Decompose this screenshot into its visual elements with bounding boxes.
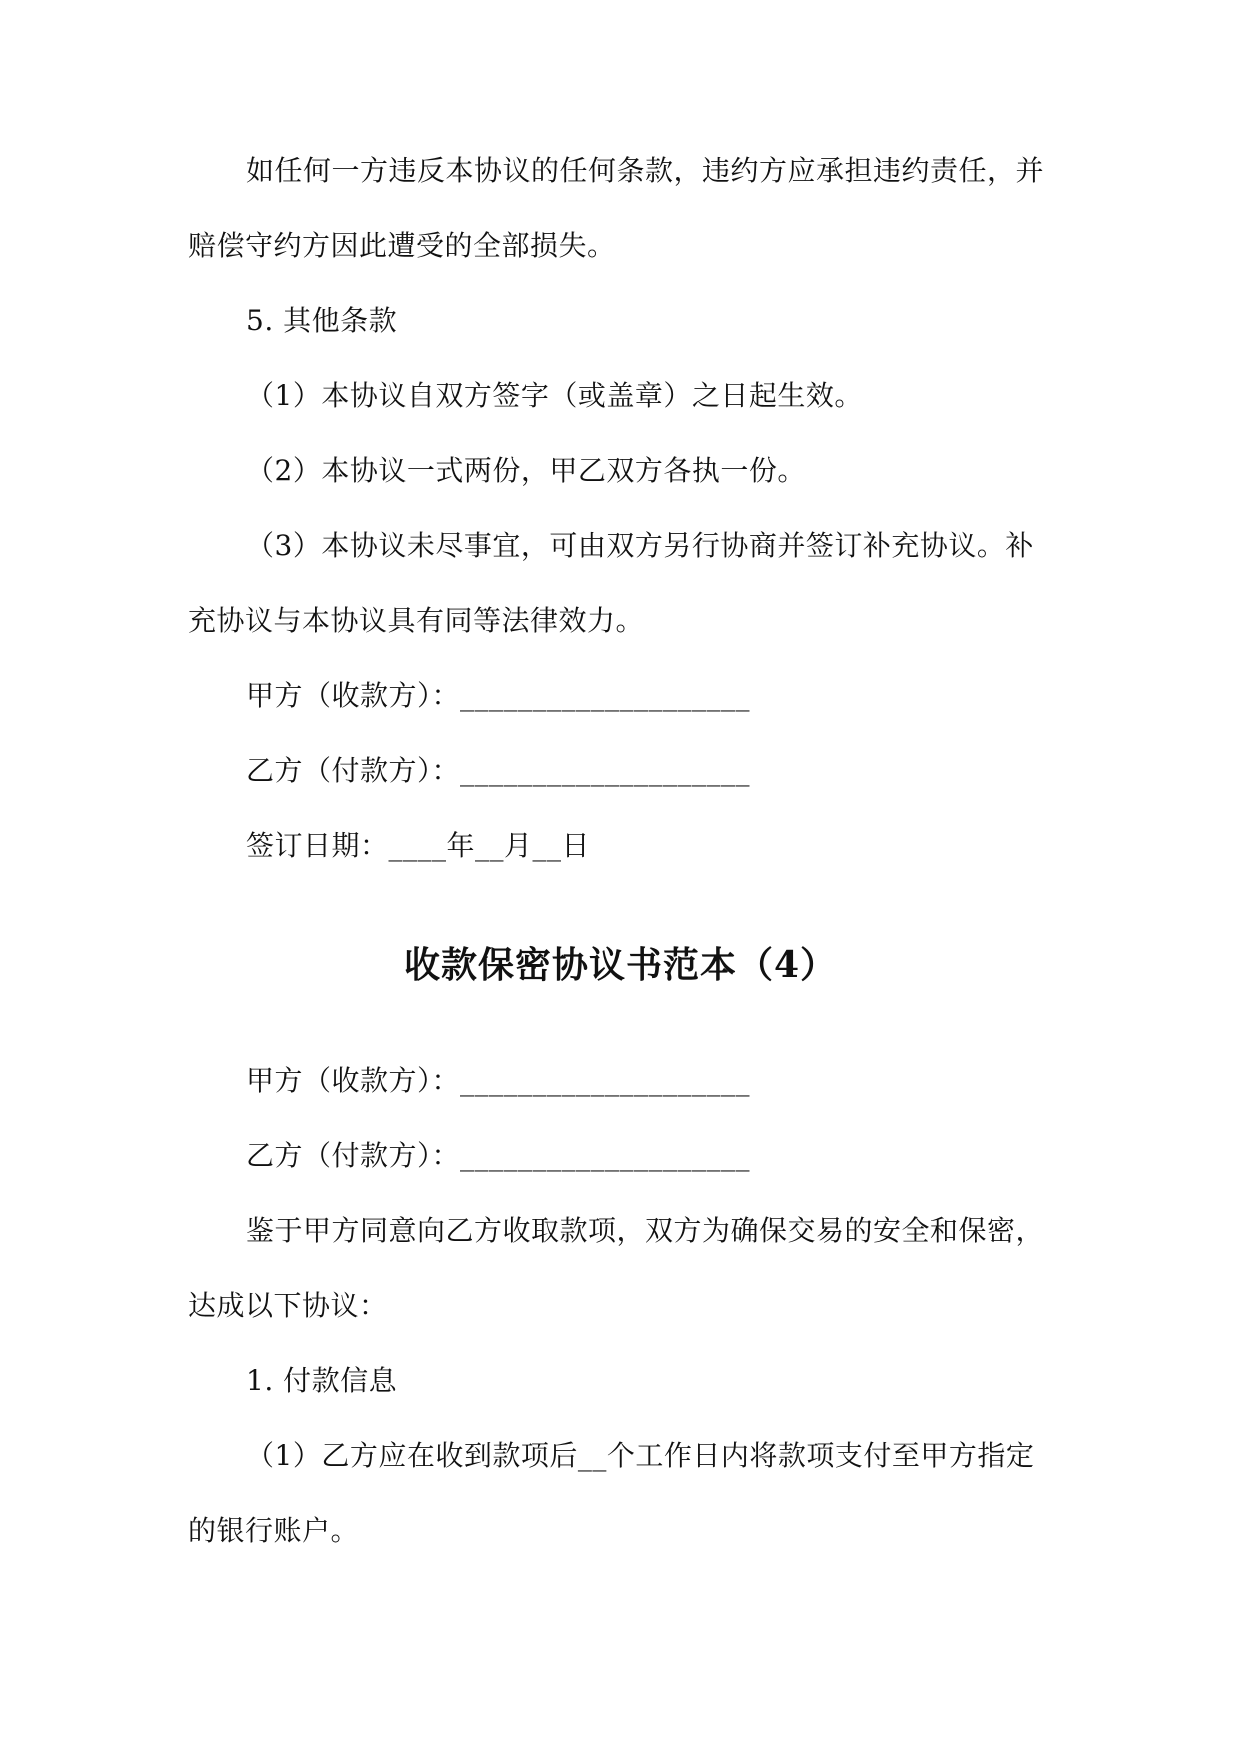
paragraph-breach-line-1: 如任何一方违反本协议的任何条款，违约方应承担违约责任，并 bbox=[246, 154, 1045, 187]
payment-clause-1-line-2: 的银行账户。 bbox=[188, 1514, 360, 1547]
agreement-title: 收款保密协议书范本（4） bbox=[403, 944, 838, 986]
paragraph-breach-line-2: 赔偿守约方因此遭受的全部损失。 bbox=[188, 229, 616, 262]
clause-3-line-1: （3）本协议未尽事宜，可由双方另行协商并签订补充协议。补 bbox=[246, 529, 1034, 562]
clause-1: （1）本协议自双方签字（或盖章）之日起生效。 bbox=[246, 379, 863, 412]
party-a-signature-line: 甲方（收款方）：____________________ bbox=[246, 679, 751, 712]
party-b-signature-line: 乙方（付款方）：____________________ bbox=[246, 754, 751, 787]
signing-date-line: 签订日期：____年__月__日 bbox=[246, 829, 591, 862]
preamble-line-1: 鉴于甲方同意向乙方收取款项，双方为确保交易的安全和保密， bbox=[246, 1214, 1045, 1247]
party-a-line: 甲方（收款方）：____________________ bbox=[246, 1064, 751, 1097]
clause-2: （2）本协议一式两份，甲乙双方各执一份。 bbox=[246, 454, 806, 487]
section-heading-other-terms: 5. 其他条款 bbox=[246, 304, 398, 337]
preamble-line-2: 达成以下协议： bbox=[188, 1289, 388, 1322]
party-b-line: 乙方（付款方）：____________________ bbox=[246, 1139, 751, 1172]
clause-3-line-2: 充协议与本协议具有同等法律效力。 bbox=[188, 604, 645, 637]
payment-clause-1-line-1: （1）乙方应在收到款项后__个工作日内将款项支付至甲方指定 bbox=[246, 1439, 1035, 1472]
section-heading-payment-info: 1. 付款信息 bbox=[246, 1364, 398, 1397]
